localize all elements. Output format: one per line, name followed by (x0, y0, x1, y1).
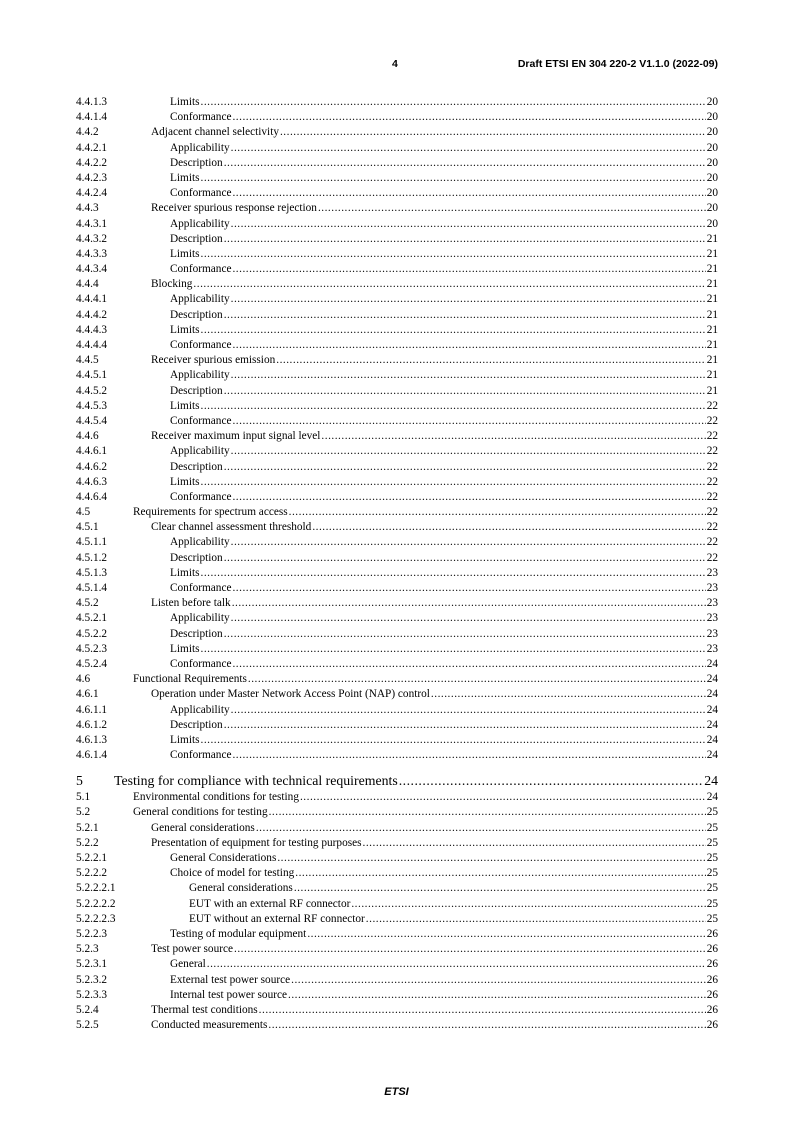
toc-entry-page: 20 (706, 111, 718, 124)
toc-entry-title: Description (170, 156, 223, 169)
toc-entry-page: 25 (706, 897, 718, 910)
dot-leader (268, 1018, 705, 1033)
toc-entry-page: 23 (706, 627, 718, 640)
toc-entry-title: Blocking (151, 278, 193, 291)
toc-entry-title: Limits (170, 642, 200, 655)
toc-entry-page: 24 (706, 688, 718, 701)
toc-entry-page: 26 (706, 988, 718, 1001)
toc-entry-title: External test power source (170, 973, 291, 986)
toc-entry-page: 24 (704, 773, 718, 789)
toc-entry-title: Limits (170, 96, 200, 108)
toc-entry[interactable]: 4.4.4.3 Limits ..... 21 (76, 323, 718, 338)
toc-entry-page: 25 (706, 836, 718, 849)
dot-leader (224, 460, 706, 475)
toc-entry-title: Test power source (151, 943, 234, 956)
dot-leader (231, 535, 706, 550)
dot-leader (232, 490, 705, 505)
toc-entry[interactable]: 5.2.2 Presentation of equipment for testing purposes ..... 25 (76, 836, 718, 851)
toc-entry-page: 25 (706, 867, 718, 880)
dot-leader (294, 881, 706, 896)
dot-leader (256, 821, 706, 836)
toc-entry[interactable]: 4.5.2.1 Applicability ..... 23 (76, 611, 718, 626)
toc-entry[interactable]: 5.2.3.3 Internal test power source ..... 26 (76, 988, 718, 1003)
toc-entry[interactable]: 4.6 Functional Requirements ..... 24 (76, 672, 718, 687)
toc-entry-page: 24 (706, 791, 718, 804)
toc-entry[interactable]: 5.2.2.2.3 EUT without an external RF connector ..... 25 (76, 912, 718, 927)
dot-leader (399, 771, 704, 790)
toc-entry[interactable]: 4.4.4.4 Conformance ..... 21 (76, 338, 718, 353)
toc-entry[interactable]: 4.5.2.2 Description ..... 23 (76, 627, 718, 642)
toc-entry-title: Choice of model for testing (170, 867, 295, 880)
toc-entry-page: 20 (706, 202, 718, 215)
toc-entry-page: 22 (706, 460, 718, 473)
toc-entry-page: 20 (706, 187, 718, 200)
toc-entry-page: 23 (706, 566, 718, 579)
dot-leader (232, 657, 705, 672)
toc-entry[interactable]: 4.4.3.4 Conformance ..... 21 (76, 262, 718, 277)
dot-leader (232, 748, 705, 763)
toc-entry-page: 22 (706, 475, 718, 488)
toc-entry-title: Testing for compliance with technical requirements (114, 773, 398, 789)
dot-leader (366, 912, 706, 927)
toc-entry[interactable]: 4.4.4 Blocking ..... 21 (76, 277, 718, 292)
dot-leader (312, 520, 705, 535)
toc-entry[interactable]: 5.2.2.1 General Considerations ..... 25 (76, 851, 718, 866)
toc-entry-page: 22 (706, 399, 718, 412)
toc-entry[interactable]: 4.4.2.2 Description ..... 20 (76, 156, 718, 171)
toc-entry-title: Receiver maximum input signal level (151, 430, 321, 443)
toc-entry[interactable]: 4.6.1.2 Description ..... 24 (76, 718, 718, 733)
toc-entry-page: 21 (706, 263, 718, 276)
dot-leader (300, 790, 706, 805)
dot-leader (259, 1003, 706, 1018)
dot-leader (224, 308, 706, 323)
dot-leader (351, 897, 705, 912)
toc-entry[interactable]: 4.4.3 Receiver spurious response rejection ..... 20 (76, 201, 718, 216)
dot-leader (232, 186, 705, 201)
toc-entry-title: Description (170, 384, 223, 397)
toc-entry-title: Conformance (170, 263, 232, 276)
toc-entry-title: Clear channel assessment threshold (151, 521, 312, 534)
toc-entry[interactable]: 4.4.5.1 Applicability ..... 21 (76, 368, 718, 383)
toc-entry-page: 22 (706, 430, 718, 443)
dot-leader (318, 201, 706, 216)
toc-entry-page: 21 (706, 369, 718, 382)
toc-entry[interactable]: 4.6.1.1 Applicability ..... 24 (76, 703, 718, 718)
dot-leader (232, 581, 705, 596)
toc-entry-title: Applicability (170, 369, 230, 382)
toc-entry-page: 20 (706, 96, 718, 108)
toc-entry-page: 21 (706, 278, 718, 291)
toc-entry[interactable]: 4.4.5.4 Conformance ..... 22 (76, 414, 718, 429)
toc-entry-title: Applicability (170, 612, 230, 625)
toc-entry-title: Description (170, 551, 223, 564)
dot-leader (295, 866, 705, 881)
toc-entry-page: 21 (706, 293, 718, 306)
toc-entry-page: 24 (706, 703, 718, 716)
dot-leader (291, 973, 706, 988)
dot-leader (201, 399, 706, 414)
toc-entry[interactable]: 4.4.5.3 Limits ..... 22 (76, 399, 718, 414)
toc-entry-title: Conformance (170, 657, 232, 670)
toc-entry-title: Limits (170, 247, 200, 260)
toc-entry[interactable]: 4.5 Requirements for spectrum access ..... 22 (76, 505, 718, 520)
toc-entry-title: Limits (170, 475, 200, 488)
dot-leader (201, 323, 706, 338)
dot-leader (201, 475, 706, 490)
toc-entry-title: Thermal test conditions (151, 1003, 258, 1016)
toc-entry[interactable]: 5.1 Environmental conditions for testing ..... 24 (76, 790, 718, 805)
toc-entry-page: 20 (706, 156, 718, 169)
toc-entry[interactable]: 4.5.1.4 Conformance ..... 23 (76, 581, 718, 596)
toc-entry-title: Conducted measurements (151, 1019, 268, 1032)
dot-leader (269, 805, 706, 820)
toc-entry[interactable]: 4.4.4.1 Applicability ..... 21 (76, 292, 718, 307)
page-footer: ETSI (384, 1086, 409, 1098)
dot-leader (231, 611, 706, 626)
toc-entry-title: Limits (170, 399, 200, 412)
dot-leader (248, 672, 706, 687)
toc-entry[interactable]: 4.4.6 Receiver maximum input signal level ..... 22 (76, 429, 718, 444)
toc-entry-title: Description (170, 460, 223, 473)
toc-entry-title: General Considerations (170, 852, 277, 864)
toc-entry-title: General conditions for testing (133, 806, 268, 819)
toc-entry-title: Conformance (170, 749, 232, 762)
dot-leader (277, 851, 705, 866)
dot-leader (224, 156, 706, 171)
toc-entry-title: Functional Requirements (133, 673, 247, 686)
toc-entry-page: 25 (706, 821, 718, 834)
toc-entry-title: Environmental conditions for testing (133, 791, 299, 804)
toc-entry[interactable]: 5.2 General conditions for testing ..... 25 (76, 805, 718, 820)
toc-entry-title: Conformance (170, 111, 232, 124)
dot-leader (288, 988, 706, 1003)
toc-entry-page: 20 (706, 141, 718, 154)
toc-entry-page: 21 (706, 308, 718, 321)
toc-entry-title: Conformance (170, 490, 232, 503)
toc-entry[interactable]: 4.4.3.2 Description ..... 21 (76, 232, 718, 247)
toc-entry-title: EUT with an external RF connector (189, 897, 351, 910)
toc-entry[interactable]: 4.4.2 Adjacent channel selectivity ..... 20 (76, 125, 718, 140)
toc-entry[interactable]: 5 Testing for compliance with technical requirements ..... 24 (76, 771, 718, 790)
toc-entry-title: General considerations (189, 882, 293, 895)
toc-entry-page: 21 (706, 339, 718, 351)
toc-entry-page: 25 (706, 882, 718, 895)
toc-entry[interactable]: 4.4.2.3 Limits ..... 20 (76, 171, 718, 186)
toc-entry[interactable]: 4.4.1.4 Conformance ..... 20 (76, 110, 718, 125)
toc-entry-title: Conformance (170, 582, 232, 594)
toc-entry-title: Conformance (170, 339, 232, 351)
toc-entry-title: Applicability (170, 445, 230, 458)
toc-entry-page: 20 (706, 171, 718, 184)
dot-leader (232, 110, 705, 125)
toc-entry-page: 25 (706, 912, 718, 925)
toc-entry-title: EUT without an external RF connector (189, 912, 365, 925)
dot-leader (232, 596, 706, 611)
toc-entry-title: General (170, 958, 206, 971)
toc-entry-page: 22 (706, 536, 718, 549)
toc-entry-page: 25 (706, 806, 718, 819)
toc-entry-title: Receiver spurious emission (151, 354, 276, 367)
dot-leader (231, 141, 706, 156)
toc-entry[interactable]: 4.6.1.3 Limits ..... 24 (76, 733, 718, 748)
toc-entry-title: Description (170, 718, 223, 731)
dot-leader (224, 627, 706, 642)
toc-entry-page: 26 (706, 943, 718, 956)
toc-entry-page: 26 (706, 1019, 718, 1032)
toc-entry-title: Applicability (170, 536, 230, 549)
toc-entry[interactable]: 4.4.6.1 Applicability ..... 22 (76, 444, 718, 459)
toc-entry-title: Internal test power source (170, 988, 288, 1001)
toc-entry-title: Applicability (170, 703, 230, 716)
toc-entry[interactable]: 5.2.1 General considerations ..... 25 (76, 821, 718, 836)
dot-leader (232, 414, 705, 429)
page-header (0, 0, 793, 80)
toc-entry-title: General considerations (151, 821, 255, 834)
toc-entry[interactable]: 4.4.4.2 Description ..... 21 (76, 308, 718, 323)
dot-leader (224, 718, 706, 733)
toc-entry-page: 26 (706, 927, 718, 940)
toc-entry-page: 22 (706, 445, 718, 458)
document-identifier: Draft ETSI EN 304 220-2 V1.1.0 (2022-09) (517, 58, 718, 70)
toc-entry-page: 20 (706, 126, 718, 139)
dot-leader (224, 384, 706, 399)
dot-leader (231, 292, 706, 307)
toc-entry-title: Limits (170, 733, 200, 746)
toc-entry-title: Limits (170, 566, 200, 579)
toc-entry[interactable]: 5.2.2.2.1 General considerations ..... 25 (76, 881, 718, 896)
toc-entry[interactable]: 4.4.2.1 Applicability ..... 20 (76, 141, 718, 156)
dot-leader (231, 703, 706, 718)
toc-entry-title: Adjacent channel selectivity (151, 126, 279, 139)
dot-leader (224, 551, 706, 566)
toc-entry-page: 21 (706, 323, 718, 336)
dot-leader (276, 353, 705, 368)
toc-entry-page: 26 (706, 958, 718, 971)
toc-entry[interactable]: 4.5.1.2 Description ..... 22 (76, 551, 718, 566)
dot-leader (289, 505, 706, 520)
toc-entry-page: 21 (706, 384, 718, 397)
dot-leader (201, 566, 706, 581)
toc-entry-title: Applicability (170, 293, 230, 306)
toc-entry-page: 23 (706, 612, 718, 625)
dot-leader (232, 262, 705, 277)
toc-entry-title: Conformance (170, 187, 232, 200)
dot-leader (231, 217, 706, 232)
toc-entry[interactable]: 4.5.1.1 Applicability ..... 22 (76, 535, 718, 550)
toc-entry[interactable]: 4.4.3.1 Applicability ..... 20 (76, 217, 718, 232)
dot-leader (201, 247, 706, 262)
toc-entry-page: 23 (706, 582, 718, 594)
toc-entry-page: 22 (706, 551, 718, 564)
dot-leader (232, 338, 705, 353)
toc-entry-page: 22 (706, 414, 718, 427)
dot-leader (307, 927, 705, 942)
toc-entry[interactable]: 5.2.3.2 External test power source ..... 26 (76, 973, 718, 988)
dot-leader (201, 95, 706, 110)
page-number: 4 (392, 58, 398, 70)
toc-entry-page: 24 (706, 718, 718, 731)
dot-leader (207, 957, 706, 972)
toc-entry[interactable]: 4.4.5 Receiver spurious emission ..... 21 (76, 353, 718, 368)
toc-entry-title: Receiver spurious response rejection (151, 202, 317, 215)
toc-entry[interactable]: 5.2.2.3 Testing of modular equipment ..... 26 (76, 927, 718, 942)
toc-entry-page: 24 (706, 657, 718, 670)
toc-entry-title: Description (170, 308, 223, 321)
toc-entry-page: 26 (706, 973, 718, 986)
toc-entry[interactable]: 4.5.2.3 Limits ..... 23 (76, 642, 718, 657)
toc-entry-title: Limits (170, 323, 200, 336)
toc-entry-page: 24 (706, 733, 718, 746)
dot-leader (280, 125, 706, 140)
toc-entry-page: 22 (706, 521, 718, 534)
toc-entry[interactable]: 5.2.2.2.2 EUT with an external RF connector ..... 25 (76, 897, 718, 912)
toc-entry-page: 24 (706, 673, 718, 686)
toc-entry[interactable]: 4.5.1.3 Limits ..... 23 (76, 566, 718, 581)
toc-entry-title: Description (170, 627, 223, 640)
dot-leader (193, 277, 705, 292)
toc-entry-title: Applicability (170, 217, 230, 230)
toc-entry[interactable]: 4.4.6.3 Limits ..... 22 (76, 475, 718, 490)
dot-leader (431, 687, 706, 702)
toc-entry-page: 21 (706, 247, 718, 260)
toc-entry-page: 22 (706, 506, 718, 519)
table-of-contents (76, 95, 718, 1033)
toc-entry-title: Operation under Master Network Access Point (NAP) control (151, 688, 430, 701)
toc-entry-title: Applicability (170, 141, 230, 154)
toc-entry-title: Testing of modular equipment (170, 927, 307, 940)
toc-entry-page: 22 (706, 490, 718, 503)
toc-entry[interactable]: 4.4.5.2 Description ..... 21 (76, 384, 718, 399)
toc-entry-page: 25 (706, 852, 718, 864)
toc-entry-page: 24 (706, 749, 718, 762)
toc-entry-page: 26 (706, 1003, 718, 1016)
dot-leader (231, 368, 706, 383)
toc-entry[interactable]: 5.2.4 Thermal test conditions ..... 26 (76, 1003, 718, 1018)
toc-entry-page: 21 (706, 354, 718, 367)
toc-entry-title: Listen before talk (151, 597, 231, 610)
toc-entry-page: 23 (706, 642, 718, 655)
toc-entry[interactable]: 4.4.3.3 Limits ..... 21 (76, 247, 718, 262)
dot-leader (231, 444, 706, 459)
toc-entry[interactable]: 5.2.5 Conducted measurements ..... 26 (76, 1018, 718, 1033)
toc-entry[interactable]: 4.4.6.4 Conformance ..... 22 (76, 490, 718, 505)
toc-entry[interactable]: 4.5.2 Listen before talk ..... 23 (76, 596, 718, 611)
toc-entry-title: Description (170, 232, 223, 245)
toc-entry-title: Requirements for spectrum access (133, 506, 288, 519)
toc-entry[interactable]: 4.4.6.2 Description ..... 22 (76, 460, 718, 475)
toc-entry-page: 23 (706, 597, 718, 610)
toc-entry-title: Conformance (170, 414, 232, 427)
toc-entry-page: 20 (706, 217, 718, 230)
toc-entry-title: Presentation of equipment for testing purposes (151, 836, 362, 849)
dot-leader (234, 942, 706, 957)
toc-entry[interactable]: 5.2.3 Test power source ..... 26 (76, 942, 718, 957)
toc-entry[interactable]: 4.5.2.4 Conformance ..... 24 (76, 657, 718, 672)
dot-leader (363, 836, 706, 851)
toc-entry[interactable]: 5.2.3.1 General ..... 26 (76, 957, 718, 972)
toc-entry-page: 21 (706, 232, 718, 245)
toc-entry[interactable]: 4.6.1.4 Conformance ..... 24 (76, 748, 718, 763)
toc-entry[interactable]: 4.6.1 Operation under Master Network Access Point (NAP) control ..... 24 (76, 687, 718, 702)
toc-entry[interactable]: 5.2.2.2 Choice of model for testing ..... 25 (76, 866, 718, 881)
dot-leader (201, 171, 706, 186)
toc-entry[interactable]: 4.4.1.3 Limits ..... 20 (76, 95, 718, 110)
dot-leader (201, 733, 706, 748)
toc-entry[interactable]: 4.5.1 Clear channel assessment threshold ..... 22 (76, 520, 718, 535)
toc-entry-title: Limits (170, 171, 200, 184)
dot-leader (224, 232, 706, 247)
dot-leader (321, 429, 705, 444)
toc-entry[interactable]: 4.4.2.4 Conformance ..... 20 (76, 186, 718, 201)
dot-leader (201, 642, 706, 657)
